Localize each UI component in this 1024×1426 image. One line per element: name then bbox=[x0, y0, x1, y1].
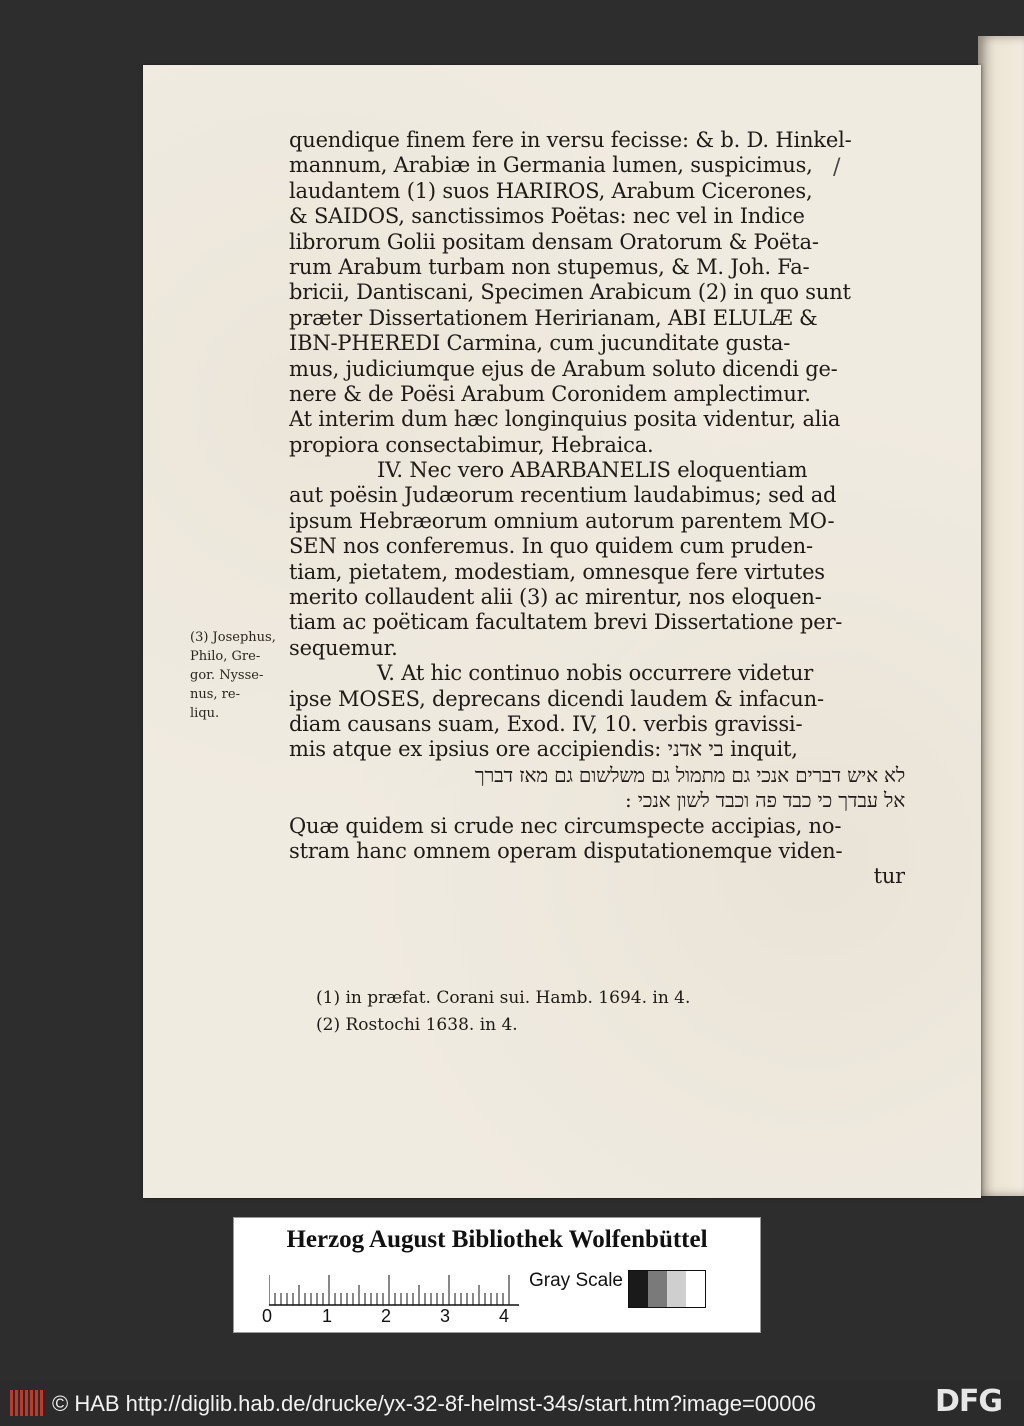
text-line: bricii, Dantiscani, Specimen Arabicum (2) in quo sunt bbox=[289, 280, 851, 305]
ruler-scale bbox=[269, 1268, 519, 1306]
ruler-number: 1 bbox=[322, 1306, 333, 1326]
section-heading-v: V. At hic continuo nobis occurrere videtur bbox=[377, 661, 814, 686]
text-line: sequemur. bbox=[289, 635, 398, 660]
text-line: propiora consectabimur, Hebraica. bbox=[289, 432, 654, 457]
text-line: nere & de Poësi Arabum Coronidem amplectimur. bbox=[289, 381, 811, 406]
dfg-logo: DFG bbox=[935, 1384, 1003, 1419]
section-heading-iv: IV. Nec vero ABARBANELIS eloquentiam bbox=[377, 458, 808, 483]
margin-note-line: gor. Nysse- bbox=[190, 668, 264, 683]
ruler-number: 2 bbox=[381, 1306, 392, 1326]
margin-note-line: (3) Josephus, bbox=[190, 630, 276, 645]
ruler-number: 3 bbox=[440, 1306, 451, 1326]
main-text bbox=[289, 128, 905, 890]
ruler-number: 4 bbox=[499, 1306, 510, 1326]
text-line: librorum Golii positam densam Oratorum & Poëta- bbox=[289, 229, 819, 254]
text-line: mus, judiciumque ejus de Arabum soluto dicendi ge- bbox=[289, 356, 838, 381]
gray-swatch-cell bbox=[648, 1271, 667, 1307]
hebrew-line: אל עבדך כי כבד פה וכבד לשון אנכי : bbox=[625, 788, 905, 813]
page-corner-mark: / bbox=[833, 155, 841, 180]
gray-swatch-cell bbox=[667, 1271, 686, 1307]
hebrew-line: לא איש דברים אנכי גם מתמול גם משלשום גם מאז דברך bbox=[474, 762, 905, 787]
text-line: tiam ac poëticam facultatem brevi Dissertatione per- bbox=[289, 610, 843, 635]
text-line: rum Arabum turbam non stupemus, & M. Joh. Fa- bbox=[289, 254, 810, 279]
barcode-icon bbox=[10, 1390, 44, 1416]
margin-note bbox=[190, 628, 286, 723]
text-line: quendique finem fere in versu fecisse: & b. D. Hinkel- bbox=[289, 128, 852, 152]
margin-note-line: Philo, Gre- bbox=[190, 649, 261, 664]
footnote: (1) in præfat. Corani sui. Hamb. 1694. in 4. bbox=[316, 988, 691, 1008]
margin-note-line: nus, re- bbox=[190, 687, 240, 702]
text-line: tiam, pietatem, modestiam, omnesque fere virtutes bbox=[289, 559, 825, 584]
library-name: Herzog August Bibliothek Wolfenbüttel bbox=[286, 1226, 708, 1253]
text-line: At interim dum hæc longinquius posita videntur, alia bbox=[289, 407, 841, 432]
text-line: merito collaudent alii (3) ac mirentur, nos eloquen- bbox=[289, 585, 822, 610]
gray-swatch-cell bbox=[686, 1271, 705, 1307]
text-line: laudantem (1) suos HARIROS, Arabum Cicerones, bbox=[289, 178, 813, 203]
text-line: præter Dissertationem Heririanam, ABI ELULÆ & bbox=[289, 305, 818, 330]
source-url[interactable]: © HAB http://diglib.hab.de/drucke/yx-32-8f-helmst-34s/start.htm?image=00006 bbox=[52, 1391, 816, 1416]
text-line: ipsum Hebræorum omnium autorum parentem MO- bbox=[289, 508, 835, 533]
text-line: diam causans suam, Exod. IV, 10. verbis gravissi- bbox=[289, 711, 803, 736]
gray-scale-swatch bbox=[628, 1270, 706, 1308]
text-line: stram hanc omnem operam disputationemque viden- bbox=[289, 838, 843, 863]
text-line: SEN nos conferemus. In quo quidem cum pruden- bbox=[289, 534, 813, 559]
footnote: (2) Rostochi 1638. in 4. bbox=[316, 1015, 518, 1035]
margin-note-line: liqu. bbox=[190, 706, 220, 721]
gray-scale-label: Gray Scale bbox=[529, 1270, 623, 1291]
text-line: ipse MOSES, deprecans dicendi laudem & infacun- bbox=[289, 686, 824, 711]
text-line: mis atque ex ipsius ore accipiendis: בי אדני inquit, bbox=[289, 737, 798, 762]
footnotes bbox=[316, 985, 716, 1039]
text-line: Quæ quidem si crude nec circumspecte accipias, no- bbox=[289, 813, 842, 838]
adjacent-page-edge bbox=[978, 36, 1024, 1196]
catchword: tur bbox=[873, 864, 905, 889]
text-line: aut poësin Judæorum recentium laudabimus; sed ad bbox=[289, 483, 837, 508]
library-label-card bbox=[233, 1217, 761, 1333]
text-line: mannum, Arabiæ in Germania lumen, suspicimus, bbox=[289, 153, 813, 178]
text-line: IBN-PHEREDI Carmina, cum jucunditate gusta- bbox=[289, 331, 791, 356]
ruler-number: 0 bbox=[262, 1306, 273, 1326]
gray-swatch-cell bbox=[629, 1271, 648, 1307]
ruler-numbers bbox=[262, 1306, 542, 1326]
footer-bar bbox=[0, 1380, 1024, 1426]
text-line: & SAIDOS, sanctissimos Poëtas: nec vel in Indice bbox=[289, 204, 805, 229]
